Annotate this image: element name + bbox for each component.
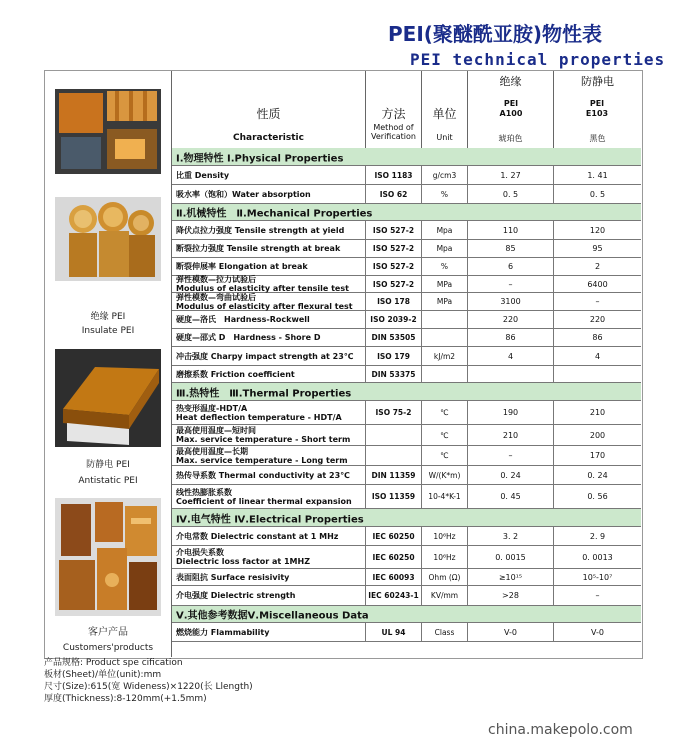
header-characteristic: [172, 71, 366, 148]
grade-e-value: 2. 9: [589, 531, 606, 541]
section-label: Ⅴ.其他参考数据Ⅴ.Miscellaneous Data: [176, 610, 369, 622]
grade-e-value: –: [595, 591, 600, 600]
method-cell: DIN 11359: [366, 466, 422, 484]
grade-e-value: 2: [594, 262, 601, 271]
table-row: [172, 258, 641, 276]
unit-cell: MPa: [422, 293, 468, 310]
header-prop-cn: 性质: [256, 107, 281, 121]
grade-a-value: 0. 5: [468, 185, 554, 203]
unit-cell: MPa: [422, 276, 468, 292]
grade-a-value: >28: [468, 586, 554, 605]
unit-cell: 10⁶Hz: [422, 546, 468, 568]
section-header: [172, 148, 641, 166]
grade-a-value: 0. 45: [468, 485, 554, 508]
grade-a-value: 4: [468, 347, 554, 365]
unit-cell: 10⁶Hz: [422, 527, 468, 545]
table-row: [172, 347, 641, 366]
grade-a-value: –: [468, 276, 554, 292]
table-header: [172, 71, 641, 149]
header-grade-e-name: PEI E103: [585, 99, 609, 118]
section-label: Ⅰ.物理特性 Ⅰ.Physical Properties: [176, 153, 344, 164]
page-title-cn: PEI(聚醚酰亚胺)物性表: [388, 22, 603, 46]
table-row: [172, 623, 641, 642]
method-cell: IEC 60093: [366, 569, 422, 585]
method-cell: DIN 53505: [366, 329, 422, 346]
grade-e-value: 6400: [587, 279, 608, 289]
unit-cell: kJ/m2: [422, 347, 468, 365]
unit-cell: ℃: [422, 425, 468, 445]
grade-e-value: 0. 5: [589, 189, 606, 199]
method-cell: ISO 527-2: [366, 276, 422, 292]
property-cell: 硬度—洛氏 Hardness-Rockwell: [172, 311, 366, 328]
unit-cell: KV/mm: [422, 586, 468, 605]
customer-cn-label: 客户产品: [88, 627, 128, 638]
unit-cell: %: [422, 258, 468, 275]
table-row: [172, 446, 641, 466]
grade-a-value: –: [468, 446, 554, 465]
property-cell: 弹性模数—拉力试验后 Modulus of elasticity after tensile test: [172, 276, 366, 292]
grade-e-value: 120: [589, 225, 606, 235]
grade-e-value: 0. 0013: [582, 552, 613, 562]
header-method-cn: 方法: [381, 107, 406, 121]
property-cell: 吸水率（饱和）Water absorption: [172, 185, 366, 203]
method-cell: DIN 53375: [366, 366, 422, 382]
grade-a-value: 110: [468, 221, 554, 239]
header-grade-a: [468, 71, 554, 148]
method-cell: ISO 62: [366, 185, 422, 203]
grade-a-value: ≥10¹⁵: [468, 569, 554, 585]
method-cell: IEC 60243-1: [366, 586, 422, 605]
grade-e-value: 220: [589, 315, 606, 324]
unit-cell: g/cm3: [422, 166, 468, 184]
grade-e-value: –: [595, 297, 600, 306]
table-row: [172, 276, 641, 293]
property-cell: 磨擦系数 Friction coefficient: [172, 366, 366, 382]
header-grade-e: [554, 71, 641, 148]
product-spec-notes: [44, 657, 253, 705]
unit-cell: Mpa: [422, 221, 468, 239]
section-header: [172, 204, 641, 221]
grade-e-value: 170: [589, 451, 606, 460]
method-cell: ISO 179: [366, 347, 422, 365]
method-cell: ISO 11359: [366, 485, 422, 508]
grade-a-value: 190: [468, 401, 554, 424]
unit-cell: [422, 311, 468, 328]
unit-cell: ℃: [422, 401, 468, 424]
antistatic-cn-label: 防静电 PEI: [86, 460, 130, 470]
unit-cell: Ohm (Ω): [422, 569, 468, 585]
method-cell: [366, 425, 422, 445]
sheets-photo: [55, 89, 161, 174]
table-row: [172, 586, 641, 606]
unit-cell: [422, 366, 468, 382]
grade-e-value: 210: [589, 408, 606, 417]
property-cell: 线性热膨胀系数 Coefficient of linear thermal expansion: [172, 485, 366, 508]
grade-a-value: 0. 0015: [468, 546, 554, 568]
note-line: 板材(Sheet)/单位(unit):mm: [44, 670, 162, 680]
table-row: [172, 366, 641, 383]
table-row: [172, 329, 641, 347]
property-cell: 最高使用温度—长期 Max. service temperature - Long term: [172, 446, 366, 465]
property-cell: 弹性模数—弯曲试验后 Modulus of elasticity after flexural test: [172, 293, 366, 310]
grade-a-value: 3. 2: [468, 527, 554, 545]
header-grade-a-name: PEI A100: [499, 99, 523, 118]
method-cell: IEC 60250: [366, 527, 422, 545]
method-cell: ISO 178: [366, 293, 422, 310]
grade-e-value: 0. 24: [587, 470, 608, 480]
grade-a-value: 1. 27: [468, 166, 554, 184]
property-cell: 降伏点拉力强度 Tensile strength at yield: [172, 221, 366, 239]
grade-a-value: 0. 24: [468, 466, 554, 484]
method-cell: [366, 446, 422, 465]
header-grade-a-cn: 绝缘: [499, 75, 522, 88]
grade-e-value: 1. 41: [587, 170, 608, 180]
unit-cell: Mpa: [422, 240, 468, 257]
method-cell: ISO 527-2: [366, 258, 422, 275]
page-title-en: PEI technical properties: [410, 50, 666, 69]
customer-en-label: Customers'products: [62, 643, 154, 653]
property-cell: 热传导系数 Thermal conductivity at 23℃: [172, 466, 366, 484]
header-grade-e-color: 黑色: [589, 134, 606, 143]
section-header: [172, 606, 641, 623]
unit-cell: 10-4*K-1: [422, 485, 468, 508]
grade-a-value: 3100: [468, 293, 554, 310]
property-cell: 硬度—邵式 D Hardness - Shore D: [172, 329, 366, 346]
unit-cell: W/(K*m): [422, 466, 468, 484]
table-row: [172, 293, 641, 311]
property-cell: 燃烧能力 Flammability: [172, 623, 366, 641]
header-prop-en: Characteristic: [233, 133, 304, 143]
note-line: 厚度(Thickness):8-120mm(+1.5mm): [44, 694, 207, 704]
insulate-en-label: Insulate PEI: [81, 326, 135, 336]
header-method: [366, 71, 422, 148]
table-row: [172, 569, 641, 586]
rods-photo: [55, 197, 161, 281]
property-cell: 断裂拉力强度 Tensile strength at break: [172, 240, 366, 257]
antistatic-photo: [55, 349, 161, 447]
insulate-cn-label: 绝缘 PEI: [90, 312, 126, 322]
table-row: [172, 466, 641, 485]
antistatic-en-label: Antistatic PEI: [78, 476, 138, 486]
table-row: [172, 401, 641, 425]
grade-a-value: V-0: [468, 623, 554, 641]
table-row: [172, 527, 641, 546]
table-row: [172, 166, 641, 185]
method-cell: IEC 60250: [366, 546, 422, 568]
grade-a-value: 85: [468, 240, 554, 257]
section-header: [172, 383, 641, 401]
grade-a-value: 220: [468, 311, 554, 328]
grade-e-value: V-0: [591, 627, 604, 637]
note-line: 尺寸(Size):615(宽 Wideness)×1220(长 Llength): [44, 682, 253, 692]
header-unit: [422, 71, 468, 148]
grade-a-value: 210: [468, 425, 554, 445]
unit-cell: Class: [422, 623, 468, 641]
unit-cell: %: [422, 185, 468, 203]
method-cell: ISO 527-2: [366, 240, 422, 257]
method-cell: ISO 2039-2: [366, 311, 422, 328]
section-label: Ⅲ.热特性 Ⅲ.Thermal Properties: [176, 388, 352, 399]
grade-e-value: 0. 56: [587, 492, 608, 501]
header-grade-e-cn: 防静电: [581, 75, 614, 88]
property-cell: 介电强度 Dielectric strength: [172, 586, 366, 605]
grade-a-value: [468, 366, 554, 382]
table-row: [172, 221, 641, 240]
grade-e-value: 200: [589, 430, 606, 440]
header-method-en: Method of Verification: [371, 123, 416, 141]
watermark: china.makepolo.com: [488, 722, 633, 738]
method-cell: ISO 1183: [366, 166, 422, 184]
grade-e-value: 10⁵-10⁷: [582, 572, 613, 582]
unit-cell: [422, 329, 468, 346]
note-line: 产品规格: Product spe cification: [44, 658, 183, 668]
customer-products-photo: [55, 498, 161, 616]
section-label: Ⅱ.机械特性 Ⅱ.Mechanical Properties: [176, 208, 373, 220]
method-cell: ISO 75-2: [366, 401, 422, 424]
table-row: [172, 185, 641, 204]
grade-e-value: [554, 366, 641, 382]
unit-cell: ℃: [422, 446, 468, 465]
grade-e-value: 4: [594, 351, 601, 361]
grade-a-value: 86: [468, 329, 554, 346]
table-row: [172, 425, 641, 446]
grade-e-value: 95: [592, 244, 603, 253]
property-cell: 表面阻抗 Surface resisivity: [172, 569, 366, 585]
photo-column: [45, 71, 172, 657]
method-cell: ISO 527-2: [366, 221, 422, 239]
property-cell: 介电损失系数 Dielectric loss factor at 1MHZ: [172, 546, 366, 568]
table-row: [172, 311, 641, 329]
property-cell: 热变形温度-HDT/A Heat deflection temperature - HDT/A: [172, 401, 366, 424]
table-row: [172, 485, 641, 509]
property-cell: 冲击强度 Charpy impact strength at 23℃: [172, 347, 366, 365]
grade-e-value: 86: [592, 333, 603, 342]
section-header: [172, 509, 641, 527]
header-grade-a-color: 琥珀色: [498, 134, 523, 143]
property-cell: 断裂伸展率 Elongation at break: [172, 258, 366, 275]
table-row: [172, 240, 641, 258]
section-label: Ⅳ.电气特性 Ⅳ.Electrical Properties: [176, 514, 364, 525]
table-row: [172, 546, 641, 569]
header-unit-en: Unit: [436, 133, 453, 142]
property-cell: 介电常数 Dielectric constant at 1 MHz: [172, 527, 366, 545]
header-unit-cn: 单位: [432, 107, 457, 121]
property-cell: 最高使用温度—短时间 Max. service temperature - Short term: [172, 425, 366, 445]
grade-a-value: 6: [468, 258, 554, 275]
method-cell: UL 94: [366, 623, 422, 641]
property-cell: 比重 Density: [172, 166, 366, 184]
